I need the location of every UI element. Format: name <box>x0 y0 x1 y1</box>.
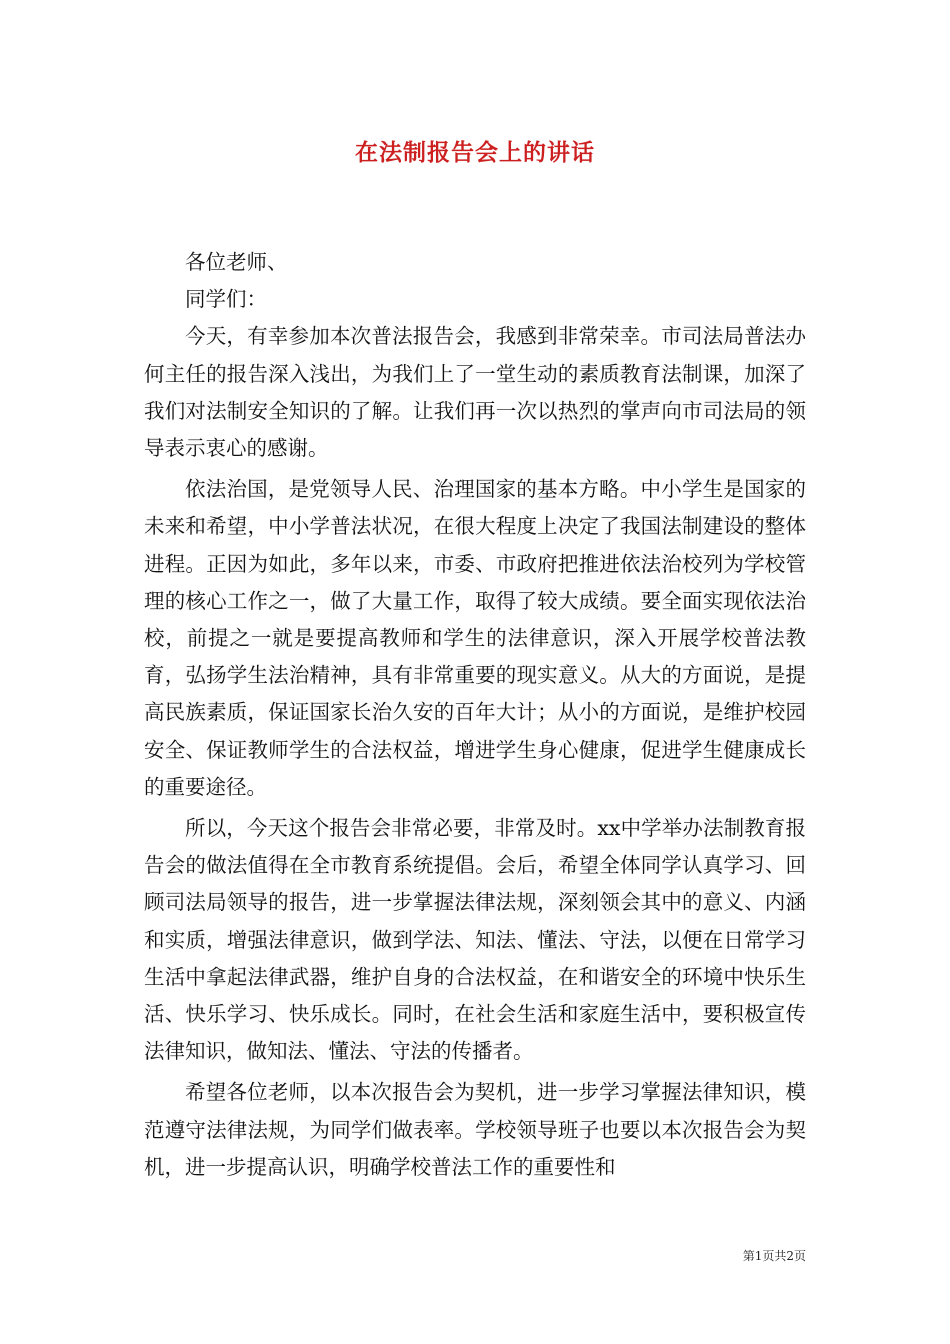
page-number: 第1页共2页 <box>742 1249 806 1263</box>
document-body <box>144 244 806 1186</box>
document-title: 在法制报告会上的讲话 <box>355 139 595 166</box>
salutation-students: 同学们： <box>185 287 267 312</box>
salutation-teachers: 各位老师、 <box>185 250 288 274</box>
paragraph-2: 依法治国，是党领导人民、治理国家的基本方略。中小学生是国家的未来和希望，中小学普法状况，在很大程度上决定了我国法制建设的整体进程。正因为如此，多年以来，市委、市政府把推进依法治校列为学校管理的核心工作之一，做了大量工作，取得了较大成绩。要全面实现依法治校，前提之一就是要提高教师和学生的法律意识，深入开展学校普法教育，弘扬学生法治精神，具有非常重要的现实意义。从大的方面说，是提高民族素质，保证国家长治久安的百年大计；从小的方面说，是维护校园安全、保证教师学生的合法权益，增进学生身心健康，促进学生健康成长的重要途径。 <box>144 477 806 799</box>
paragraph-3: 所以，今天这个报告会非常必要，非常及时。xx中学举办法制教育报告会的做法值得在全市教育系统提倡。会后，希望全体同学认真学习、回顾司法局领导的报告，进一步掌握法律法规，深刻领会其中的意义、内涵和实质，增强法律意识，做到学法、知法、懂法、守法，以便在日常学习生活中拿起法律武器，维护自身的合法权益，在和谐安全的环境中快乐生活、快乐学习、快乐成长。同时，在社会生活和家庭生活中，要积极宣传法律知识，做知法、懂法、守法的传播者。 <box>144 816 806 1064</box>
paragraph-1: 今天，有幸参加本次普法报告会，我感到非常荣幸。市司法局普法办何主任的报告深入浅出，为我们上了一堂生动的素质教育法制课，加深了我们对法制安全知识的了解。让我们再一次以热烈的掌声向市司法局的领导表示衷心的感谢。 <box>144 324 806 461</box>
paragraph-4: 希望各位老师，以本次报告会为契机，进一步学习掌握法律知识，模范遵守法律法规，为同学们做表率。学校领导班子也要以本次报告会为契机，进一步提高认识，明确学校普法工作的重要性和 <box>144 1080 806 1179</box>
